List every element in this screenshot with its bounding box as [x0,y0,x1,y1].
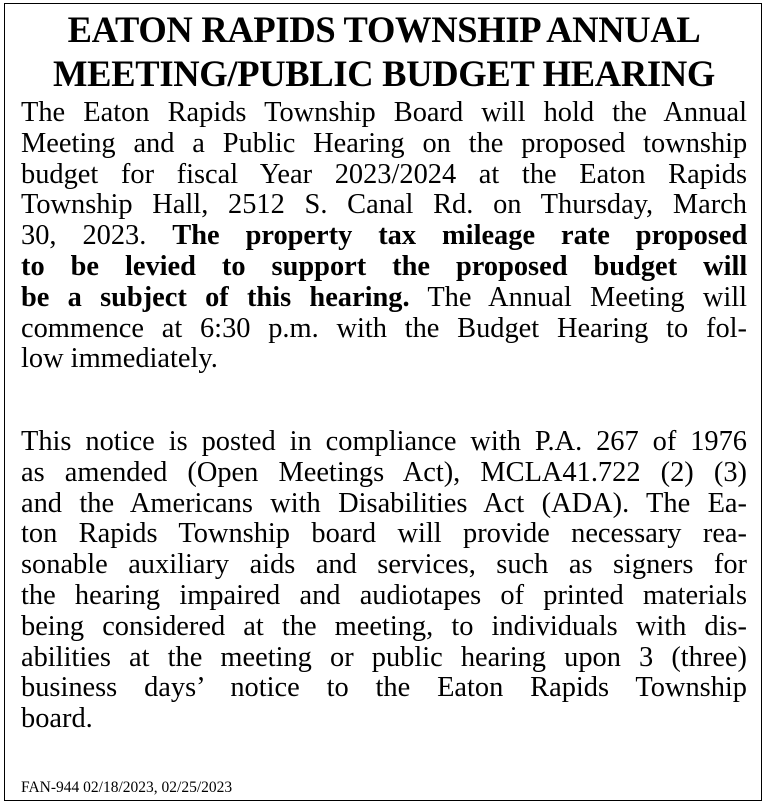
line-text: budget for fiscal Year 2023/2024 at the Eaton Rapids [21,158,747,190]
paragraph-line [21,344,747,375]
paragraph-line [21,160,747,191]
paragraph-line [21,252,747,283]
line-text: board. [21,703,93,735]
line-text: low immediately. [21,343,218,375]
line-text: being considered at the meeting, to individuals with dis- [21,610,747,642]
paragraph-line [21,98,747,129]
paragraph-line [21,673,747,704]
compliance-paragraph [21,427,747,735]
paragraph-line [21,519,747,550]
paragraph-line [21,190,747,221]
line-text: business days’ notice to the Eaton Rapids Township [21,672,747,704]
publication-reference-footer: FAN-944 02/18/2023, 02/25/2023 [21,779,233,796]
paragraph-line [21,581,747,612]
line-text: This notice is posted in compliance with P.A. 267 of 1976 [21,426,747,457]
paragraph-line [21,458,747,489]
paragraph-line [21,221,747,252]
paragraph-line [21,550,747,581]
bold-emphasis-text: to be levied to support the proposed budget will [21,250,748,282]
line-text: 30, 2023. [21,220,173,252]
line-text: The Eaton Rapids Township Board will hold the Annual [21,97,747,128]
line-text: Township Hall, 2512 S. Canal Rd. on Thursday, March [21,189,747,221]
paragraph-line [21,489,747,520]
line-text: commence at 6:30 p.m. with the Budget Hearing to fol- [21,312,747,344]
paragraph-line [21,612,747,643]
notice-title-line-1: EATON RAPIDS TOWNSHIP ANNUAL [67,9,701,50]
paragraph-line [21,314,747,345]
paragraph-line [21,704,747,735]
paragraph-line [21,129,747,160]
line-text: as amended (Open Meetings Act), MCLA41.722 (2) (3) [21,456,747,488]
paragraph-line [21,427,747,458]
line-text: sonable auxiliary aids and services, such as signers for [21,549,747,581]
meeting-announcement-paragraph [21,98,747,375]
line-text: and the Americans with Disabilities Act (ADA). The Ea- [21,487,747,519]
line-text: Meeting and a Public Hearing on the proposed township [21,127,748,159]
line-text: The Annual Meeting will [409,281,748,313]
bold-emphasis-text: The property tax mileage rate proposed [172,220,748,252]
line-text: ton Rapids Township board will provide necessary rea- [21,518,747,550]
line-text: abilities at the meeting or public hearing upon 3 (three) [21,641,747,673]
notice-title-line-2: MEETING/PUBLIC BUDGET HEARING [53,53,715,94]
paragraph-line [21,643,747,674]
line-text: the hearing impaired and audiotapes of printed materials [21,579,747,611]
paragraph-line [21,283,747,314]
bold-emphasis-text: be a subject of this hearing. [21,281,410,313]
